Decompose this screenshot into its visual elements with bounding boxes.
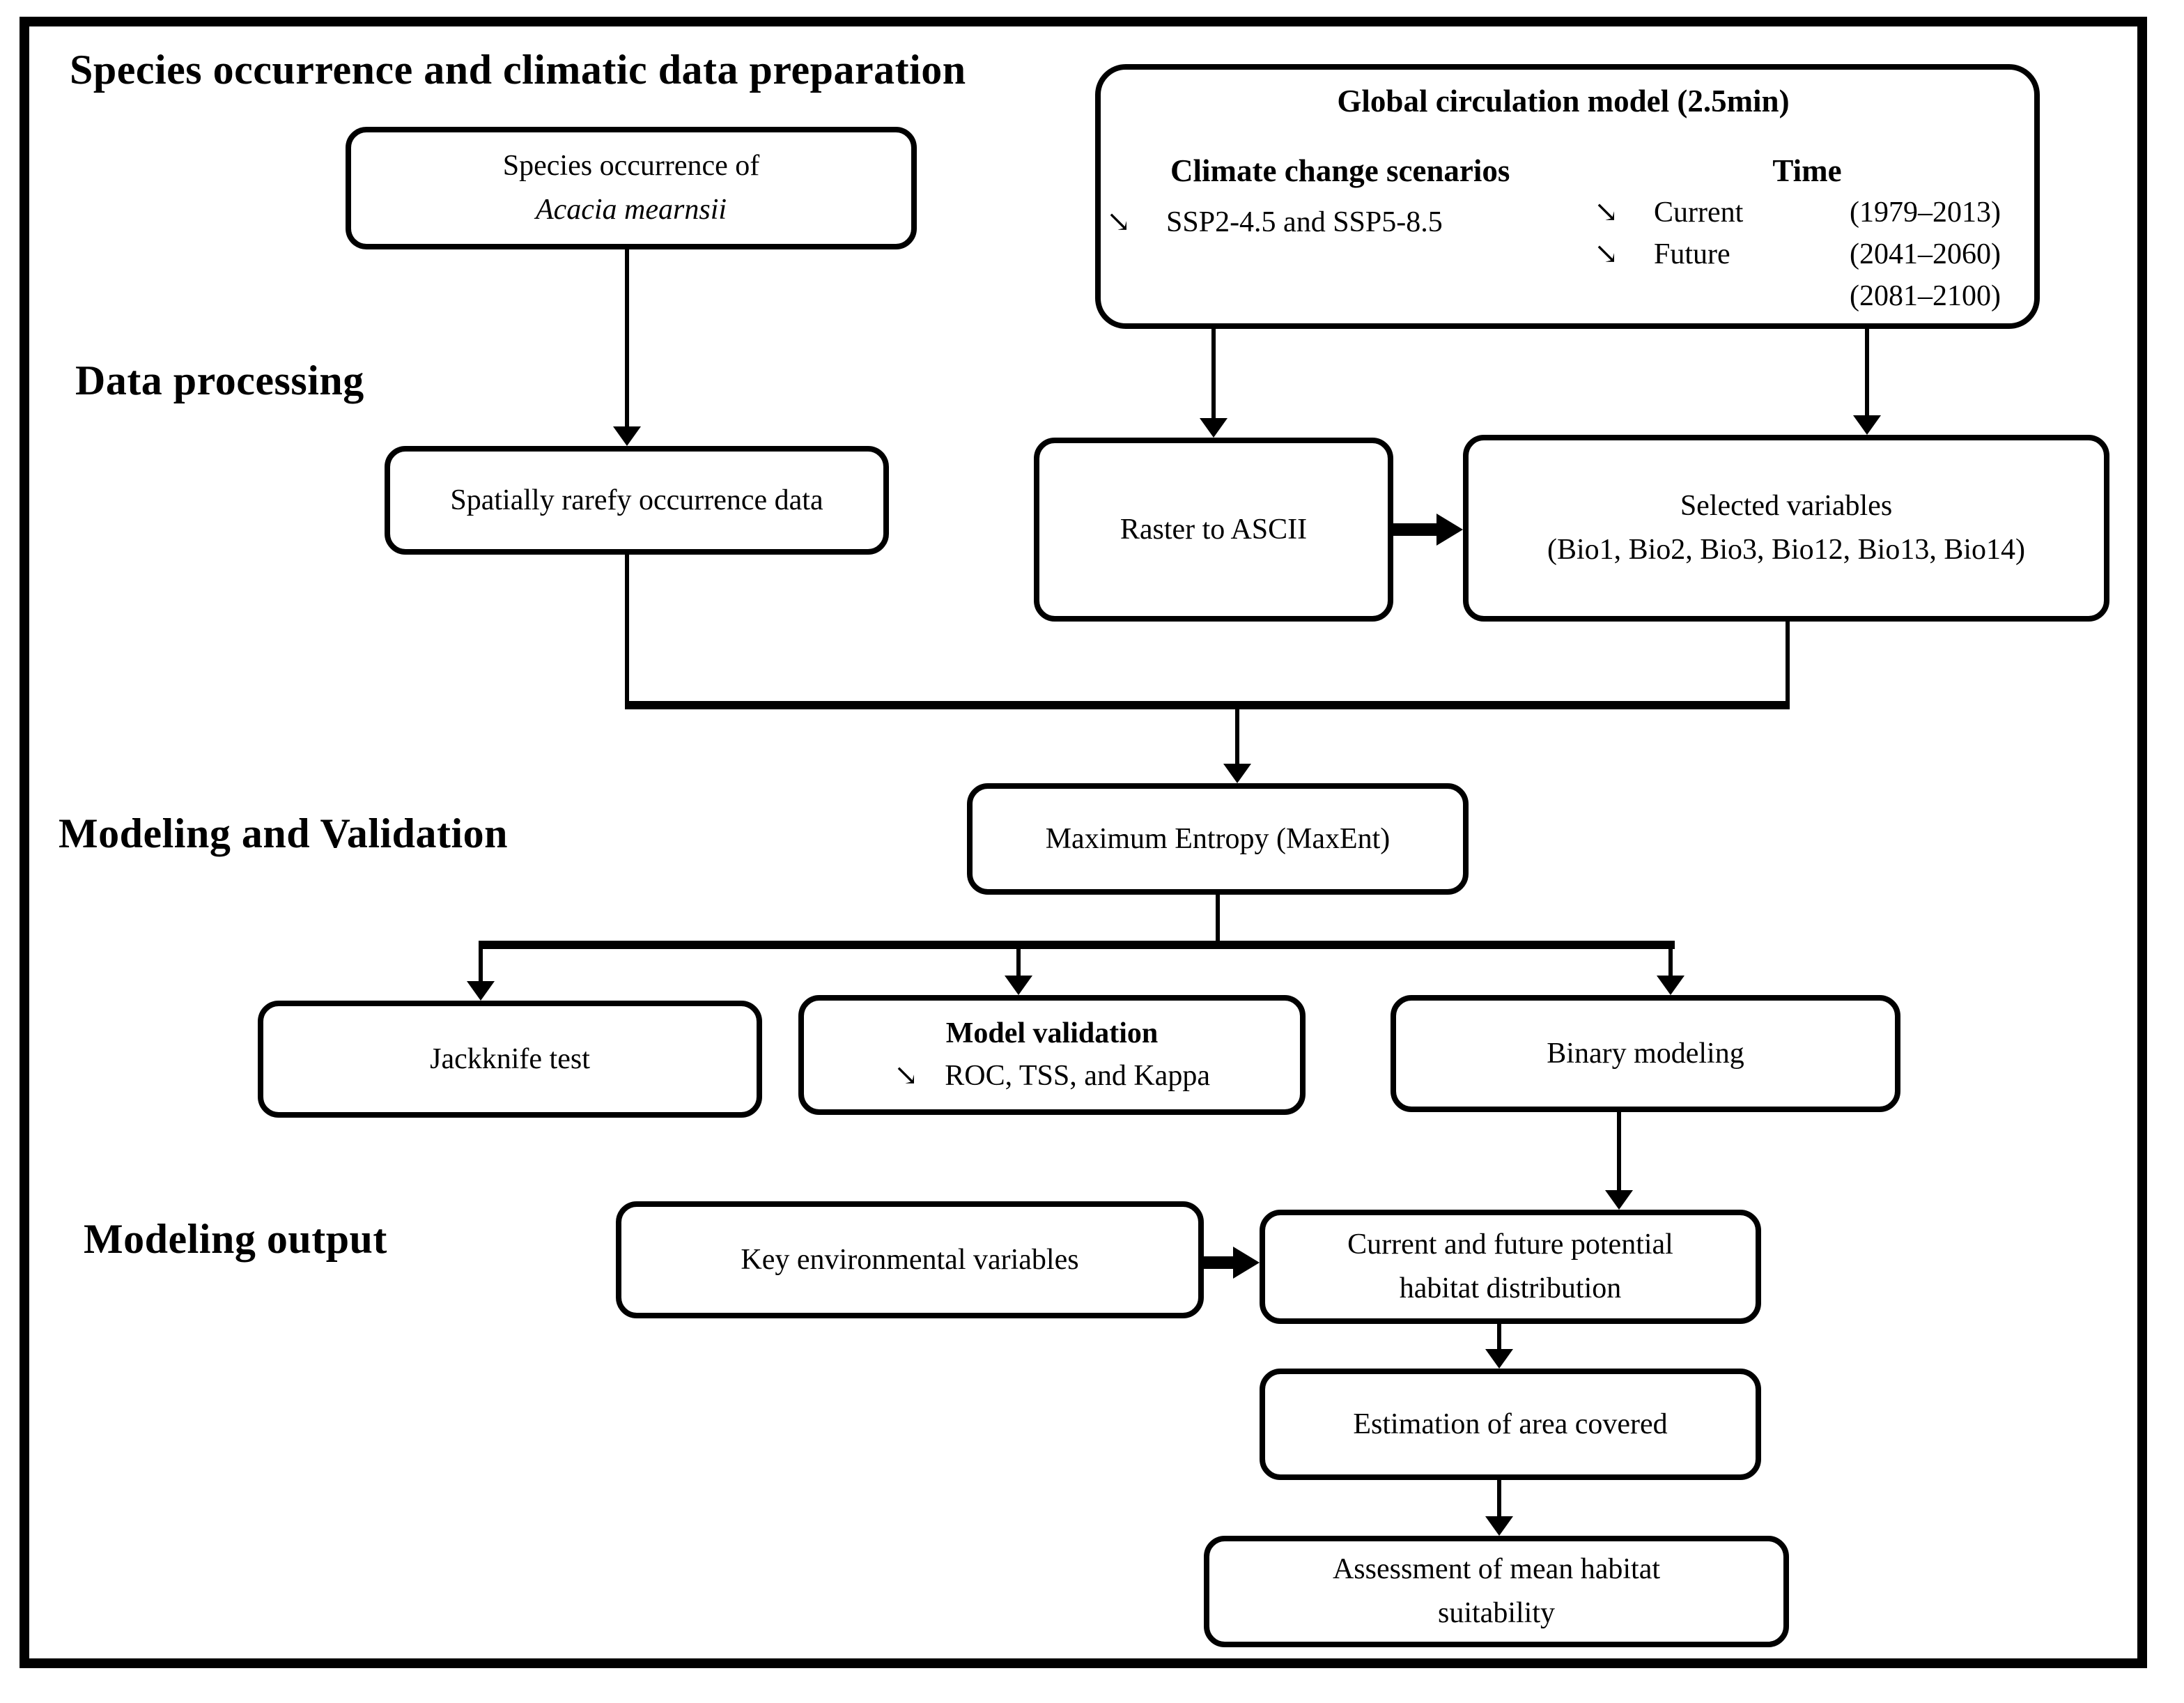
gcm-time-label: Future (1654, 238, 1730, 270)
se-arrow-icon: ↘ (894, 1060, 919, 1092)
connector-keyvars-to-habitat-line (1204, 1256, 1234, 1269)
gcm-time-range: (2041–2060) (1850, 238, 2001, 270)
connector-gcm-to-raster-arrowhead (1200, 418, 1227, 438)
connector-gcm-to-variables-line (1865, 329, 1869, 415)
gcm-scenarios-item-row (1106, 201, 1594, 243)
model-validation-item: ROC, TSS, and Kappa (945, 1060, 1210, 1092)
selected-variables-line1: Selected variables (1680, 490, 1893, 522)
node-model-validation (798, 995, 1306, 1115)
section-heading-data-preparation: Species occurrence and climatic data preparation (70, 47, 966, 93)
gcm-time-column (1594, 150, 2020, 317)
gcm-time-row-future (1594, 233, 2020, 275)
section-heading-modeling-validation: Modeling and Validation (59, 810, 509, 856)
gcm-time-label: Current (1654, 196, 1744, 229)
connector-merge-to-maxent-line (1235, 707, 1239, 765)
node-key-environmental-variables (616, 1201, 1204, 1318)
model-validation-item-row (894, 1055, 1210, 1097)
habitat-suitability-line2: suitability (1438, 1597, 1555, 1629)
connector-binary-to-habitat-line (1617, 1112, 1621, 1192)
gcm-columns (1106, 150, 2020, 317)
connector-branch-to-jackknife-line (479, 948, 483, 982)
connector-habitat-to-area-arrowhead (1485, 1349, 1513, 1369)
connector-branch-to-validation-arrowhead (1005, 976, 1032, 995)
node-selected-variables (1463, 435, 2109, 622)
gcm-time-bullet-empty (1594, 275, 1654, 317)
connector-branch-to-validation-line (1016, 948, 1021, 977)
maxent-label: Maximum Entropy (MaxEnt) (1045, 822, 1391, 855)
se-arrow-icon: ↘ (1106, 206, 1131, 238)
node-spatially-rarefy (385, 446, 889, 555)
gcm-time-range: (2081–2100) (1850, 279, 2001, 312)
gcm-time-header: Time (1772, 153, 1842, 188)
se-arrow-icon: ↘ (1594, 196, 1619, 229)
habitat-distribution-line1: Current and future potential (1347, 1228, 1673, 1261)
connector-branch-to-jackknife-arrowhead (467, 981, 495, 1001)
connector-merge-to-maxent-arrowhead (1223, 764, 1251, 783)
connector-maxent-down-line (1216, 895, 1220, 945)
connector-binary-to-habitat-arrowhead (1605, 1190, 1633, 1210)
node-maxent (967, 783, 1469, 895)
gcm-title: Global circulation model (2.5min) (1337, 84, 1790, 118)
estimation-area-label: Estimation of area covered (1353, 1408, 1668, 1440)
connector-gcm-to-variables-arrowhead (1853, 415, 1881, 435)
node-raster-to-ascii (1034, 438, 1393, 622)
connector-keyvars-to-habitat-arrowhead (1233, 1247, 1260, 1279)
gcm-time-label-empty (1654, 275, 1797, 317)
key-environmental-variables-label: Key environmental variables (741, 1243, 1079, 1276)
spatially-rarefy-label: Spatially rarefy occurrence data (450, 484, 823, 516)
node-estimation-area (1260, 1369, 1761, 1480)
gcm-scenarios-column (1106, 150, 1594, 317)
connector-branch-to-binary-line (1668, 948, 1673, 977)
jackknife-label: Jackknife test (430, 1042, 590, 1075)
se-arrow-icon: ↘ (1594, 238, 1619, 270)
habitat-distribution-line2: habitat distribution (1399, 1272, 1622, 1304)
connector-gcm-to-raster-line (1211, 329, 1216, 418)
node-binary-modeling (1391, 995, 1900, 1112)
gcm-scenarios-header: Climate change scenarios (1170, 153, 1510, 188)
gcm-time-range: (1979–2013) (1850, 196, 2001, 229)
node-jackknife-test (258, 1001, 762, 1118)
habitat-suitability-line1: Assessment of mean habitat (1332, 1553, 1661, 1585)
species-occurrence-species-name: Acacia mearnsii (535, 194, 727, 226)
connector-raster-to-variables-line (1393, 523, 1438, 536)
gcm-scenarios-item: SSP2-4.5 and SSP5-8.5 (1166, 206, 1443, 238)
raster-to-ascii-label: Raster to ASCII (1120, 513, 1308, 546)
model-validation-header: Model validation (945, 1017, 1159, 1050)
connector-species-to-rarefy-line (625, 249, 629, 426)
connector-variables-down-line (1786, 622, 1790, 709)
node-habitat-distribution (1260, 1210, 1761, 1324)
connector-raster-to-variables-arrowhead (1436, 514, 1463, 546)
connector-species-to-rarefy-arrowhead (613, 426, 641, 446)
species-occurrence-line1: Species occurrence of (502, 150, 760, 182)
gcm-time-row-current (1594, 192, 2020, 233)
selected-variables-line2: (Bio1, Bio2, Bio3, Bio12, Bio13, Bio14) (1547, 534, 2026, 566)
connector-area-to-suitability-line (1497, 1480, 1501, 1518)
section-heading-modeling-output: Modeling output (84, 1216, 387, 1262)
connector-rarefy-down-line (625, 555, 629, 709)
node-habitat-suitability (1204, 1536, 1789, 1647)
connector-habitat-to-area-line (1497, 1324, 1501, 1350)
gcm-time-row-future2 (1594, 275, 2020, 317)
section-heading-data-processing: Data processing (75, 357, 364, 403)
connector-branch-horizontal-line (479, 941, 1675, 949)
binary-modeling-label: Binary modeling (1547, 1037, 1744, 1070)
connector-area-to-suitability-arrowhead (1485, 1516, 1513, 1536)
node-species-occurrence (346, 127, 917, 249)
connector-branch-to-binary-arrowhead (1657, 976, 1685, 995)
node-global-circulation-model (1095, 64, 2040, 329)
connector-merge-horizontal-line (625, 701, 1790, 709)
